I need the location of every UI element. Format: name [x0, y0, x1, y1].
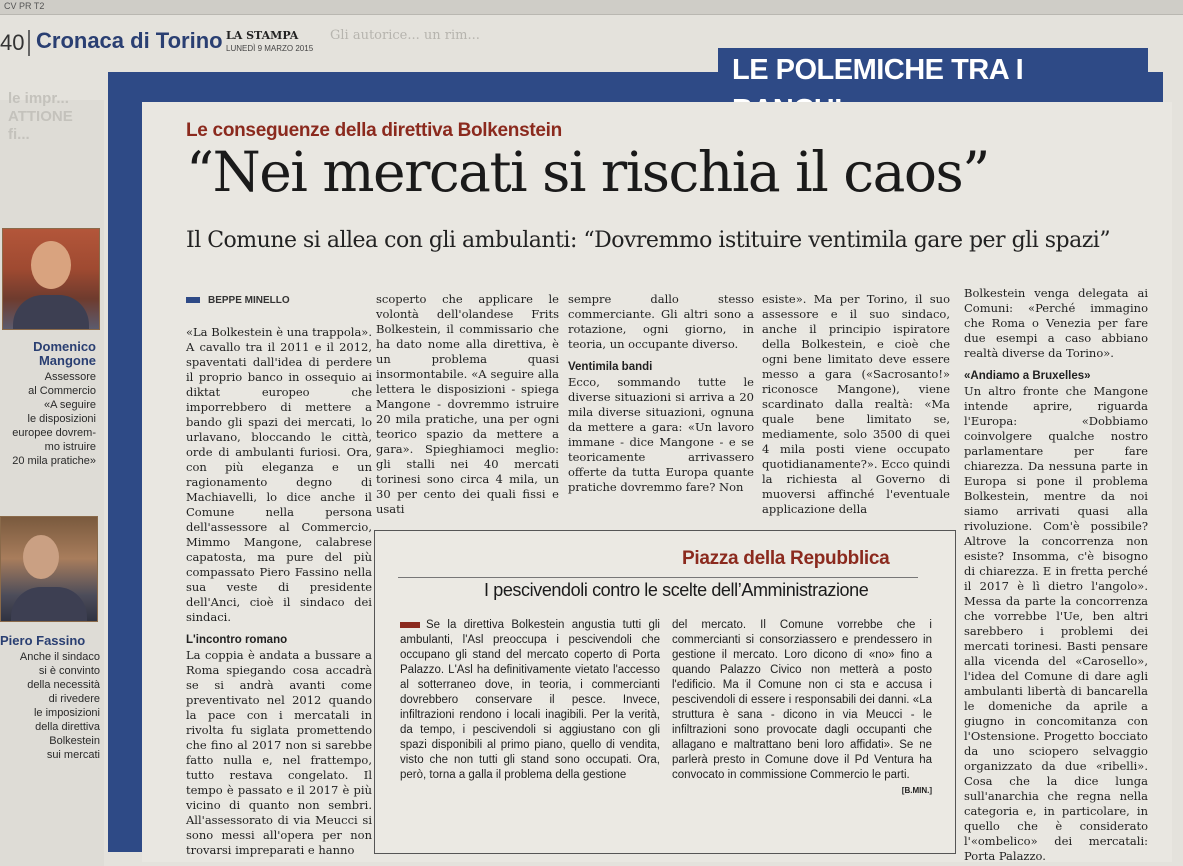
article-column-4: [762, 292, 950, 517]
box-signature: [B.MIN.]: [901, 786, 932, 795]
page-header: [0, 24, 330, 58]
issue-date: LUNEDÌ 9 MARZO 2015: [226, 44, 314, 53]
paragraph: scoperto che applicare le volontà dell'olandese Frits Bolkestein, il commissario che ha dato nome alla direttiva, è un problema quasi insormontabile. «A seguire alla lettera le disposizioni - spiega Mangone - dovremmo istruire 20 mila pratiche, una per ogni teorico spazio da mettere a gara». Spieghiamoci meglio: gli stalli nei 40 mercati torinesi sono circa 4 mila, un 30 per cento dei quali fissi e usati: [376, 292, 559, 516]
box-column-1: [400, 618, 660, 783]
caption-text-fassino: Anche il sindaco si è convinto della necessità di rivedere le imposizioni della direttiva Bolkestein sui mercati: [19, 651, 100, 761]
header-divider: [28, 30, 30, 56]
photo-suit: [13, 295, 89, 329]
paragraph: Ecco, sommando tutte le diverse situazioni si arriva a 20 mila diverse situazioni, ognuna da mettere a gara: «Un lavoro immane - dice Mangone - e se teoricamente arrivassero offerte da tutta Europa quante pratiche dovremmo fare? Non: [568, 375, 754, 494]
top-strip: [0, 0, 1183, 15]
article-column-5: [964, 286, 1148, 864]
paragraph: del mercato. Il Comune vorrebbe che i commercianti si consorziassero e prendessero in gestione il mercato. Loro dicono di «no» fino a quando Palazzo Civico non metterà a posto l'edificio. Ma il Comune non ci sta e accusa i pescivendoli di essere i responsabili dei danni. «La struttura è sana - dicono in via Meucci - le infiltrazioni sono provocate dagli occupanti che allagano e maltrattano beni loro affidati». Se ne parlerà presto in Comune dove il Pd Ventura ha convocato in commissione Commercio le parti.: [672, 619, 932, 781]
article-left-bar: [108, 72, 142, 852]
photo-face: [31, 241, 71, 289]
paragraph: esiste». Ma per Torino, il suo assessore e il suo sindaco, anche il principio ispiratore della Bolkestein, e cioè che ogni bene limitato deve essere messo a gara («Sacrosanto!» riconosce Mangone), viene scardinato dalla realtà: «Ma quale bene limitato se, mediamente, solo 3500 di quei 4 mila posti viene occupato quotidianamente?». Ecco quindi la richiesta al Governo di muoversi affinché l'eventuale applicazione della: [762, 292, 950, 516]
byline-marker: [186, 297, 200, 303]
byline-author: BEPPE MINELLO: [208, 295, 290, 306]
caption-name-fassino: Piero Fassino: [0, 633, 86, 648]
caption-text-mangone: Assessore al Commercio «A seguire le disposizioni europee dovrem- mo istruire 20 mila pratiche»: [12, 371, 96, 467]
paragraph: La coppia è andata a bussare a Roma spiegando cosa accadrà se si andrà avanti come preventivato nel 2012 quando la pace con i mercatali in rivolta fu siglata promettendo che fino al 2017 non si sarebbe fatto nulla e, nel frattempo, tutto restava congelato. Il tempo è passato e il 2017 è più vicino di quanto non sembri. All'assessorato di via Meucci si sono messi all'opera per non trovarsi impreparati e hanno: [186, 648, 372, 857]
subheading: «Andiamo a Bruxelles»: [964, 370, 1091, 382]
article-subhead: Il Comune si allea con gli ambulanti: “Dovremmo istituire ventimila gare per gli spazi”: [186, 228, 1111, 253]
paragraph: Se la direttiva Bolkestein angustia tutti gli ambulanti, l'Asl preoccupa i pescivendoli che occupano gli stand del mercato coperto di Porta Palazzo. L'Asl ha definitivamente vietato l'accesso al sotterraneo dove, in teoria, i commercianti dovrebbero conservare il pesce. Invece, infiltrazioni rendono i locali inagibili. Per la verità, da tempo, i pescivendoli si aggiustano con gli spazi disponibili al primo piano, quello di vendita, visto che non tutti gli stand sono occupati. Ora, però, torna a galla il problema della gestione: [400, 619, 660, 781]
box-title: I pescivendoli contro le scelte dell’Amministrazione: [484, 580, 869, 600]
article-headline: “Nei mercati si rischia il caos”: [186, 140, 989, 204]
article-kicker: Le conseguenze della direttiva Bolkenstein: [186, 120, 562, 141]
paragraph: Bolkestein venga delegata ai Comuni: «Perché immagino che Roma o Venezia per fare due esempi a caso abbiano realtà diverse da Torino».: [964, 286, 1148, 360]
paragraph: «La Bolkestein è una trappola». A cavallo tra il 2011 e il 2012, spaventati dall'idea di perdere il proprio banco in ossequio ai diktat europeo che imporrebbero di mettere a bando gli spazi dei mercati, lo urlavano, bloccando le città, orde di ambulanti furiosi. Ora, con più eleganza e un ragionamento degno di Machiavelli, lo dice anche il Comune nella persona dell'assessore al Commercio, Mimmo Mangone, calabrese capatosta, ma pure del più compassato Piero Fassino nella sua veste di presidente dell'Anci, cioè il sindaco dei sindaci.: [186, 325, 372, 624]
subheading: L'incontro romano: [186, 634, 288, 646]
fassino-photo: [0, 516, 98, 622]
section-title: Cronaca di Torino: [36, 28, 223, 53]
box-column-2: [672, 618, 932, 798]
paragraph: Un altro fronte che Mangone intende aprire, riguarda l'Europa: «Dobbiamo coinvolgere qualche nostro parlamentare per fare chiarezza. Da nessuna parte in Europa si pone il problema Bolkestein, mentre da noi siamo arrivati quasi alla rivoluzione. Com'è possibile? Altrove la concorrenza non esiste? Insomma, c'è bisogno di chiarezza. E in fretta perché il 2017 è lì dietro l'angolo». Messa da parte la concorrenza che vorrebbe l'Ue, ben altri sarebbero i problemi dei mercati torinesi. Basti pensare alla vicenda del «Carosello», l'idea del Comune di dare agli ambulanti libertà di bancarella le domeniche da aprile a giugno in concomitanza con l'Ostensione. Progetto bocciato da uno sciopero selvaggio organizzato da due «ribelli». Cosa che la dice lunga sull'anarchia che regna nella categoria e, in particolare, in quello che è considerato l'«ombelico» dei mercatali: Porta Palazzo.: [964, 384, 1148, 863]
print-tag: CV PR T2: [4, 1, 45, 11]
box-kicker: Piazza della Repubblica: [682, 548, 890, 569]
mangone-photo: [2, 228, 100, 330]
photo-face: [23, 535, 59, 579]
subheading: Ventimila bandi: [568, 361, 653, 373]
faded-side-text: le impr... ATTIONE fi...: [8, 90, 73, 143]
paragraph: sempre dallo stesso commerciante. Gli altri sono a rotazione, ogni giorno, in teoria, un occupante diverso.: [568, 292, 754, 351]
article-column-1: [186, 325, 372, 858]
masthead: LA STAMPA: [226, 29, 299, 42]
topic-label: LE POLEMICHE TRA I: [718, 48, 1148, 94]
bleed-through-text: Gli autorice... un rim...: [330, 28, 480, 43]
box-marker: [400, 622, 420, 628]
caption-name-mangone: Domenico Mangone: [33, 339, 96, 368]
box-rule: [398, 577, 918, 578]
article-column-3: [568, 292, 754, 495]
byline: [186, 295, 290, 306]
page-number: 40: [0, 30, 25, 55]
article-column-2: [376, 292, 559, 517]
photo-suit: [11, 587, 87, 621]
